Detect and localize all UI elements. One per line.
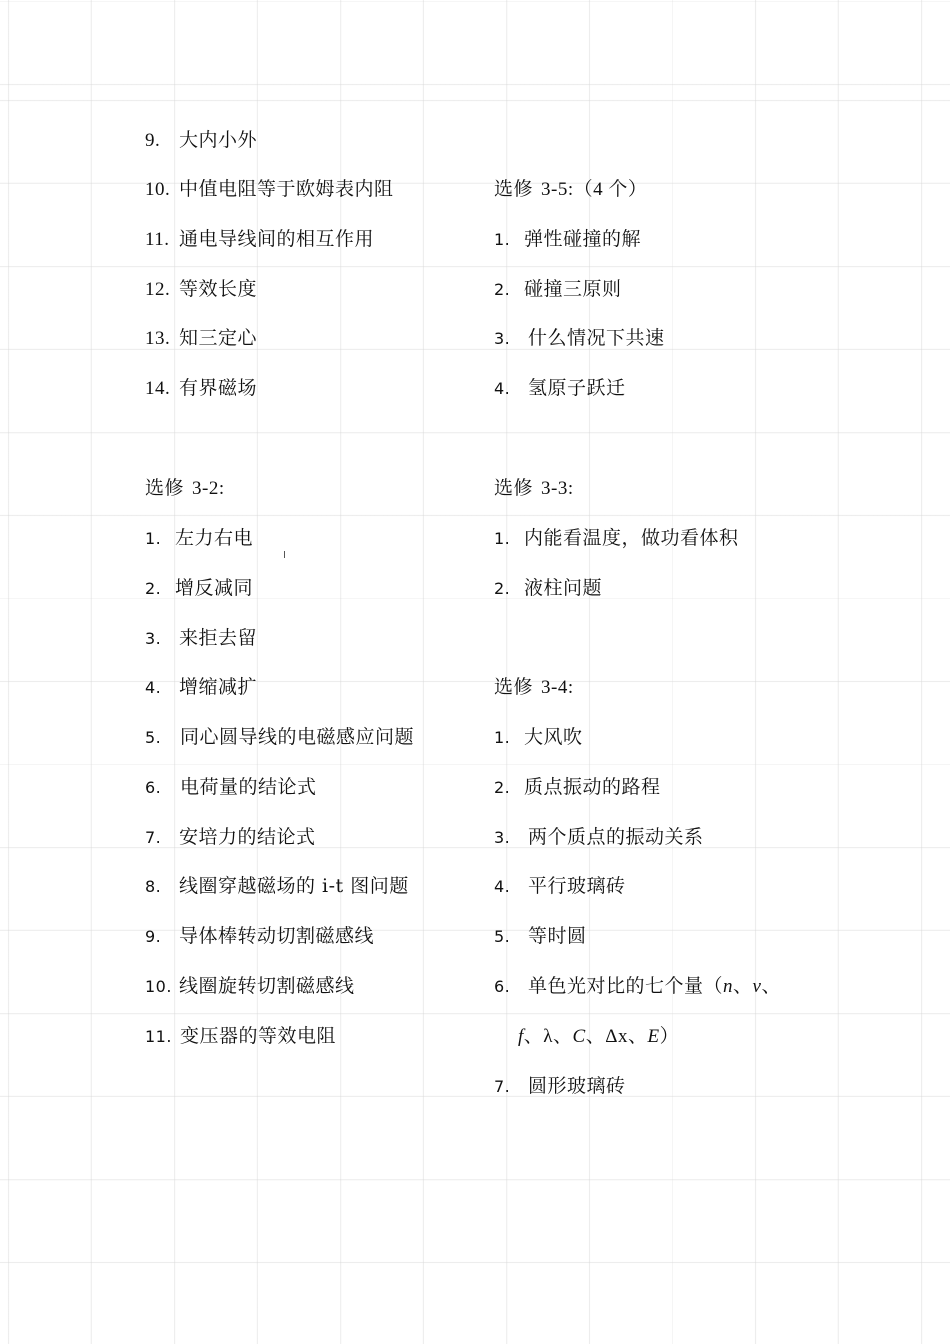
heading-label: 选修 bbox=[494, 676, 534, 698]
heading-code: 3-5:（4 个） bbox=[541, 179, 648, 200]
section-heading-3-4 bbox=[494, 673, 574, 701]
list-item bbox=[494, 324, 665, 352]
list-item bbox=[145, 673, 257, 701]
list-item bbox=[494, 922, 587, 950]
item-number: 1. bbox=[494, 230, 511, 249]
item-text: 增缩减扩 bbox=[179, 676, 258, 698]
list-item bbox=[145, 773, 317, 801]
separator: 、 bbox=[761, 975, 781, 997]
var-lambda: λ bbox=[543, 1026, 554, 1047]
list-item bbox=[145, 275, 257, 303]
list-item bbox=[494, 574, 602, 602]
item-text: 碰撞三原则 bbox=[524, 278, 622, 300]
list-item bbox=[494, 972, 781, 1000]
separator: 、 bbox=[733, 975, 753, 997]
item-text: 线圈穿越磁场的 i-t 图问题 bbox=[179, 875, 409, 897]
item-number: 4. bbox=[494, 877, 511, 896]
list-item bbox=[145, 823, 316, 851]
item-text: 平行玻璃砖 bbox=[528, 875, 626, 897]
item-number: 2. bbox=[494, 280, 511, 299]
item-number: 8. bbox=[145, 877, 162, 896]
item-number: 4. bbox=[494, 379, 511, 398]
list-item bbox=[145, 175, 394, 203]
var-f: f bbox=[518, 1026, 524, 1047]
item-text: 圆形玻璃砖 bbox=[528, 1075, 626, 1097]
item-number: 11. bbox=[145, 1027, 172, 1046]
separator: 、 bbox=[585, 1025, 606, 1047]
var-v: v bbox=[752, 976, 762, 997]
separator: 、 bbox=[523, 1025, 544, 1047]
item-text: 质点振动的路程 bbox=[524, 776, 661, 798]
heading-code: 3-2: bbox=[192, 478, 225, 499]
item-text: 增反减同 bbox=[175, 577, 254, 599]
list-item bbox=[145, 624, 257, 652]
separator: 、 bbox=[627, 1025, 648, 1047]
item-number: 7. bbox=[494, 1077, 511, 1096]
item-number: 1. bbox=[494, 529, 511, 548]
var-c: C bbox=[572, 1026, 586, 1047]
list-item bbox=[494, 723, 583, 751]
item-text: 中值电阻等于欧姆表内阻 bbox=[179, 178, 394, 200]
item-text: 内能看温度，做功看体积 bbox=[524, 527, 739, 549]
list-item-continuation bbox=[518, 1022, 679, 1050]
item-text: 液柱问题 bbox=[524, 577, 603, 599]
item-number: 4. bbox=[145, 678, 162, 697]
item-number: 7. bbox=[145, 828, 162, 847]
item-text: 大内小外 bbox=[179, 129, 258, 151]
var-delta-x: Δx bbox=[605, 1026, 628, 1047]
item-number: 6. bbox=[494, 977, 511, 996]
item-text: 同心圆导线的电磁感应问题 bbox=[180, 726, 415, 748]
item-text: 电荷量的结论式 bbox=[180, 776, 317, 798]
item-number: 2. bbox=[145, 579, 162, 598]
item-text: 线圈旋转切割磁感线 bbox=[179, 975, 355, 997]
list-item bbox=[145, 225, 374, 253]
separator: 、 bbox=[553, 1025, 573, 1047]
item-text: 大风吹 bbox=[524, 726, 583, 748]
item-number: 3. bbox=[145, 629, 162, 648]
item-text: 通电导线间的相互作用 bbox=[179, 228, 375, 250]
item-number: 11. bbox=[145, 229, 170, 250]
item-text: 两个质点的振动关系 bbox=[528, 826, 704, 848]
list-item bbox=[494, 872, 626, 900]
item-number: 14. bbox=[145, 378, 171, 399]
list-item bbox=[145, 1022, 336, 1050]
item-number: 2. bbox=[494, 579, 511, 598]
item-text: 来拒去留 bbox=[179, 627, 258, 649]
list-item bbox=[494, 374, 626, 402]
item-text: 知三定心 bbox=[179, 327, 258, 349]
item-number: 3. bbox=[494, 828, 511, 847]
list-item bbox=[145, 524, 253, 552]
heading-label: 选修 bbox=[494, 178, 534, 200]
item-number: 6. bbox=[145, 778, 162, 797]
list-item bbox=[494, 524, 739, 552]
var-n: n bbox=[723, 976, 734, 997]
item-number: 3. bbox=[494, 329, 511, 348]
heading-code: 3-4: bbox=[541, 677, 574, 698]
item-number: 1. bbox=[145, 529, 162, 548]
list-item bbox=[494, 225, 641, 253]
item-text: 安培力的结论式 bbox=[179, 826, 316, 848]
item-text: 等时圆 bbox=[528, 925, 587, 947]
section-heading-3-3 bbox=[494, 474, 574, 502]
list-item bbox=[145, 922, 374, 950]
stray-mark bbox=[284, 551, 285, 558]
item-text: 氢原子跃迁 bbox=[528, 377, 626, 399]
list-item bbox=[145, 324, 257, 352]
item-number: 9. bbox=[145, 927, 162, 946]
list-item bbox=[145, 574, 253, 602]
item-text: 等效长度 bbox=[179, 278, 258, 300]
heading-label: 选修 bbox=[145, 477, 185, 499]
item-text: 变压器的等效电阻 bbox=[180, 1025, 337, 1047]
item-number: 2. bbox=[494, 778, 511, 797]
item-text: 单色光对比的七个量（ bbox=[528, 975, 724, 997]
item-text: 有界磁场 bbox=[179, 377, 258, 399]
list-item bbox=[145, 126, 257, 154]
list-item bbox=[145, 872, 409, 900]
item-number: 10. bbox=[145, 977, 172, 996]
list-item bbox=[494, 823, 704, 851]
item-number: 9. bbox=[145, 130, 161, 151]
close-paren: ） bbox=[659, 1025, 680, 1047]
list-item bbox=[145, 374, 257, 402]
item-number: 12. bbox=[145, 279, 171, 300]
list-item bbox=[494, 1072, 626, 1100]
var-e: E bbox=[647, 1026, 660, 1047]
section-heading-3-2 bbox=[145, 474, 225, 502]
item-text: 什么情况下共速 bbox=[528, 327, 665, 349]
heading-code: 3-3: bbox=[541, 478, 574, 499]
item-number: 1. bbox=[494, 728, 511, 747]
item-number: 13. bbox=[145, 328, 171, 349]
list-item bbox=[145, 723, 414, 751]
section-heading-3-5 bbox=[494, 175, 647, 203]
list-item bbox=[494, 275, 622, 303]
item-text: 左力右电 bbox=[175, 527, 254, 549]
item-number: 5. bbox=[494, 927, 511, 946]
heading-label: 选修 bbox=[494, 477, 534, 499]
item-number: 5. bbox=[145, 728, 162, 747]
list-item bbox=[145, 972, 355, 1000]
item-text: 导体棒转动切割磁感线 bbox=[179, 925, 375, 947]
item-text: 弹性碰撞的解 bbox=[524, 228, 642, 250]
item-number: 10. bbox=[145, 179, 171, 200]
list-item bbox=[494, 773, 661, 801]
